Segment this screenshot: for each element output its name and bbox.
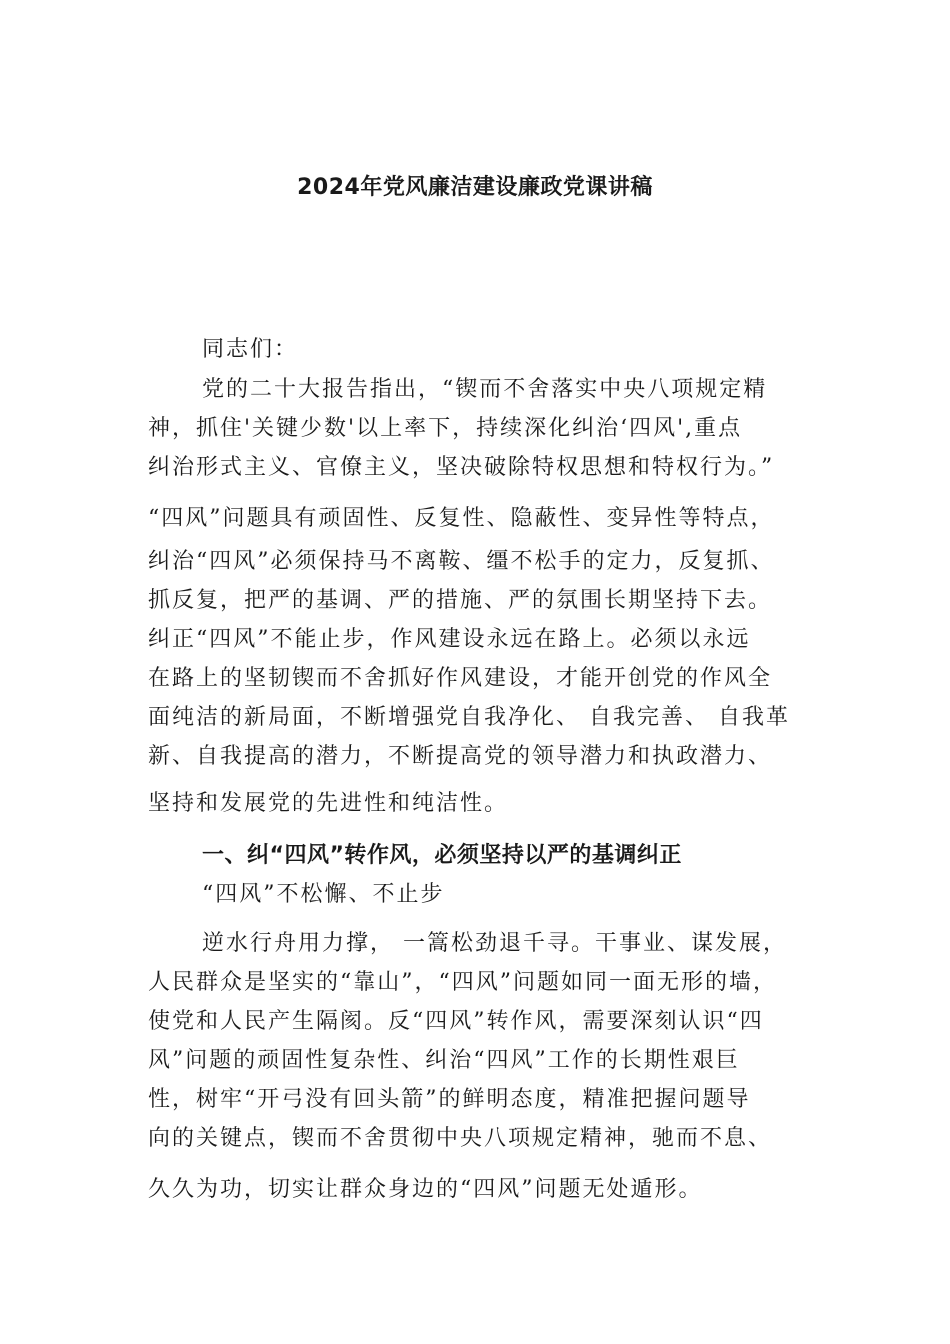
paragraph-line: 党的二十大报告指出，“锲而不舍落实中央八项规定精	[202, 377, 768, 402]
document-title: 2024年党风廉洁建设廉政党课讲稿	[297, 175, 653, 200]
paragraph-line: 性，树牢“开弓没有回头箭”的鲜明态度，精准把握问题导	[148, 1087, 751, 1112]
section-heading-1	[148, 836, 808, 914]
paragraph-line: “四风”问题具有顽固性、反复性、隐蔽性、变异性等特点，	[148, 506, 775, 531]
paragraph-line: 风”问题的顽固性复杂性、纠治“四风”工作的长期性艰巨	[148, 1048, 740, 1073]
paragraph-line: 在路上的坚韧锲而不舍抓好作风建设，才能开创党的作风全	[148, 666, 773, 691]
section-heading-continuation: “四风”不松懈、不止步	[202, 882, 445, 907]
paragraph-line: 面纯洁的新局面，不断增强党自我净化、 自我完善、 自我革	[148, 705, 790, 730]
salutation-text: 同志们：	[202, 337, 299, 362]
paragraph-line: 新、自我提高的潜力，不断提高党的领导潜力和执政潜力、	[148, 744, 773, 769]
section-heading-text: 一、纠“四风”转作风，必须坚持以严的基调纠正	[202, 843, 682, 868]
paragraph-1	[148, 370, 808, 823]
paragraph-line: 纠治形式主义、官僚主义，坚决破除特权思想和特权行为。”	[148, 455, 775, 480]
paragraph-line: 向的关键点，锲而不舍贯彻中央八项规定精神，驰而不息、	[148, 1126, 773, 1151]
paragraph-line: 使党和人民产生隔阂。反“四风”转作风，需要深刻认识“四	[148, 1009, 764, 1034]
paragraph-line: 逆水行舟用力撑， 一篙松劲退千寻。干事业、谋发展，	[202, 931, 787, 956]
paragraph-line: 纠治“四风”必须保持马不离鞍、缰不松手的定力，反复抓、	[148, 549, 775, 574]
paragraph-line: 神，抓住'关键少数'以上率下，持续深化纠治‘四风',重点	[148, 416, 743, 441]
salutation	[148, 330, 808, 369]
paragraph-line: 纠正“四风”不能止步，作风建设永远在路上。必须以永远	[148, 627, 751, 652]
paragraph-line: 坚持和发展党的先进性和纯洁性。	[148, 791, 509, 816]
paragraph-line: 抓反复，把严的基调、严的措施、严的氛围长期坚持下去。	[148, 588, 773, 613]
paragraph-line: 久久为功，切实让群众身边的“四风”问题无处遁形。	[148, 1177, 703, 1202]
paragraph-line: 人民群众是坚实的“靠山”，“四风”问题如同一面无形的墙，	[148, 970, 777, 995]
paragraph-2	[148, 924, 808, 1209]
